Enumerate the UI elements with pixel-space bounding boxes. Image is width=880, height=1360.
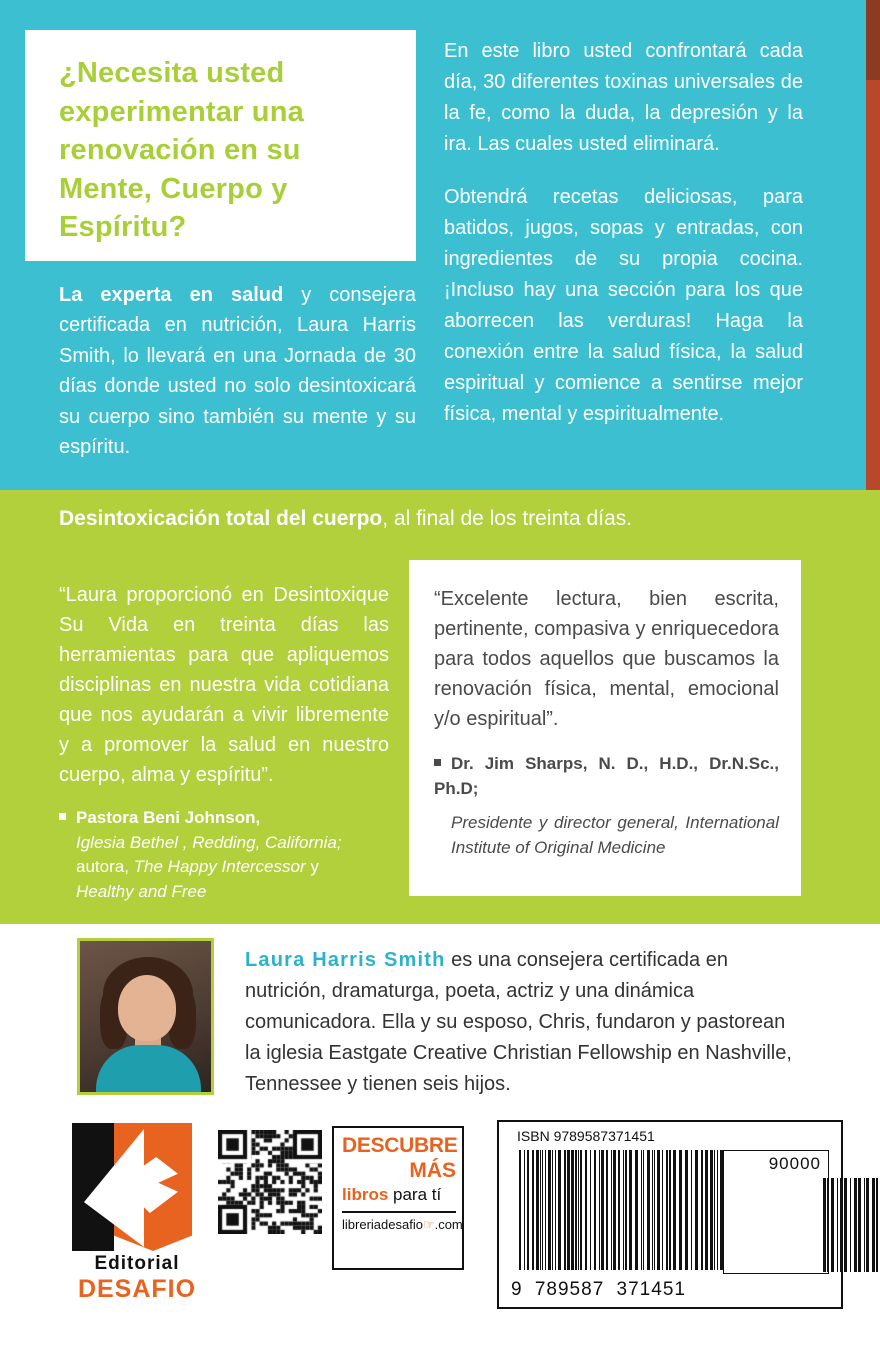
testimonial-right-text: “Excelente lectura, bien escrita, pertinente, compasiva y enriquecedora para todos aquellos que buscamos la renovación física, mental, emocional y/o espiritual”. — [434, 588, 779, 730]
publisher-logo — [62, 1123, 212, 1303]
author-photo — [77, 938, 214, 1095]
barcode-digit-group-2: 371451 — [616, 1279, 686, 1300]
promo-text-box[interactable] — [332, 1126, 464, 1270]
promo-url-main: libreriadesafio — [342, 1217, 423, 1232]
promo-block[interactable] — [218, 1126, 464, 1274]
barcode-addon-value: 90000 — [768, 1154, 821, 1173]
author-bio-text: es una consejera certificada en nutrición, dramaturga, poeta, actriz y una dinámica comunicadora. Ella y su esposo, Chris, fundaron y pastorean la iglesia Eastgate Creative Christian Fellowship en Nashville, Tennessee y tienen seis hijos. — [245, 949, 792, 1095]
promo-line-3-rest: para tí — [388, 1185, 442, 1204]
author-bio — [245, 945, 805, 1100]
publisher-word-desafio: DESAFIO — [77, 1275, 197, 1303]
testimonial-left-detail — [76, 831, 389, 905]
testimonial-left-detail-2a: autora, — [76, 857, 134, 877]
testimonial-left-text: “Laura proporcionó en Desintoxique Su Vida en treinta días las herramientas para que apliquemos disciplinas en nuestra vida cotidiana que nos ayudarán a vivir libremente y a promover la salud en nuestro cuerpo, alma y espíritu”. — [59, 584, 389, 786]
testimonial-left-detail-1: Iglesia Bethel , Redding, California; — [76, 832, 342, 852]
barcode-digit-first: 9 — [511, 1279, 523, 1300]
green-heading-rest: , al final de los treinta días. — [382, 507, 633, 530]
promo-url[interactable] — [342, 1211, 463, 1233]
barcode-box — [497, 1120, 843, 1309]
promo-line-3 — [342, 1185, 456, 1205]
promo-line-1: DESCUBRE — [342, 1134, 458, 1157]
testimonial-right-author: Dr. Jim Sharps, N. D., H.D., Dr.N.Sc., Ph.D; — [434, 754, 779, 798]
spine-strip-top — [866, 0, 880, 80]
testimonial-right — [434, 584, 779, 861]
publisher-word-editorial: Editorial — [94, 1253, 180, 1274]
isbn-label: ISBN 9789587371451 — [517, 1128, 655, 1144]
author-name: Laura Harris Smith — [245, 949, 446, 971]
left-column-text — [59, 280, 416, 462]
right-column-text — [444, 36, 803, 430]
bullet-icon — [434, 759, 441, 766]
barcode-digit-group-1: 789587 — [534, 1279, 605, 1300]
photo-face — [118, 975, 176, 1041]
promo-url-tail: .com — [434, 1217, 463, 1232]
testimonial-right-detail: Presidente y director general, International Institute of Original Medicine — [451, 813, 779, 857]
spine-strip — [866, 0, 880, 490]
promo-line-2: MÁS — [409, 1159, 456, 1182]
testimonial-right-attribution — [434, 752, 779, 861]
hand-pointer-icon: ☞ — [422, 1217, 435, 1232]
testimonial-left-attribution — [59, 806, 389, 905]
green-heading-bold: Desintoxicación total del cuerpo — [59, 507, 383, 530]
left-column-lead: La experta en salud — [59, 284, 284, 306]
bullet-icon — [59, 813, 66, 820]
headline: ¿Necesita usted experimentar una renovación en su Mente, Cuerpo y Espíritu? — [59, 57, 304, 244]
testimonial-right-box — [409, 560, 801, 896]
testimonial-left — [59, 580, 389, 905]
right-column-paragraph-1: En este libro usted confrontará cada día, 30 diferentes toxinas universales de la fe, como la duda, la depresión y la ira. Las cuales usted eliminará. — [444, 40, 803, 155]
testimonial-left-detail-2b: The Happy Intercessor — [133, 857, 306, 877]
headline-box — [25, 30, 416, 261]
testimonial-left-detail-2c: y — [305, 857, 319, 877]
barcode-digits — [511, 1279, 686, 1301]
promo-line-3-bold: libros — [342, 1185, 389, 1204]
testimonial-left-author: Pastora Beni Johnson, — [76, 808, 261, 827]
qr-code[interactable] — [218, 1130, 322, 1234]
green-heading — [59, 505, 849, 532]
left-column-rest: y consejera certificada en nutrición, Laura Harris Smith, lo llevará en una Jornada de 30 días donde usted no solo desintoxicará su cuerpo sino también su mente y su espíritu. — [59, 284, 416, 458]
testimonial-left-detail-3: Healthy and Free — [76, 881, 207, 901]
right-column-paragraph-2: Obtendrá recetas deliciosas, para batidos, jugos, sopas y entradas, con ingredientes de su propia cocina. ¡Incluso hay una sección para los que aborrecen las verduras! Haga la conexión entre la salud física, la salud espiritual y comience a sentirse mejor física, mental y espiritualmente. — [444, 186, 803, 425]
